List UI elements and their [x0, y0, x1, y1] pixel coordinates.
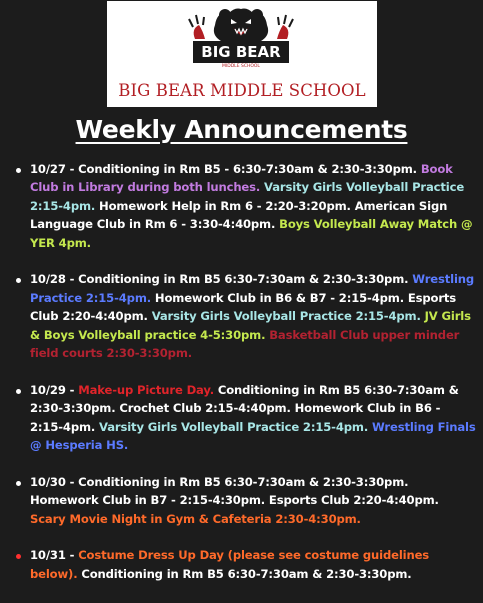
- announcement-text-segment: Book Club in Library during both lunches.: [30, 162, 453, 195]
- announcement-text-segment: Costume Dress Up Day (please see costume guidelines below).: [30, 548, 430, 581]
- announcement-text-segment: Homework Club in B6 & B7 - 2:15-4pm. Esports Club 2:20-4:40pm.: [30, 290, 457, 324]
- announcement-text-segment: Scary Movie Night in Gym & Cafeteria 2:30-4:30pm.: [30, 511, 361, 526]
- announcement-text-segment: Varsity Girls Volleyball Practice 2:15-4pm.: [30, 180, 465, 213]
- announcement-text-segment: 10/31 -: [30, 548, 79, 563]
- page-title: Weekly Announcements: [75, 115, 408, 144]
- bullet-icon: [16, 278, 21, 283]
- logo-subtext: MIDDLE SCHOOL: [222, 64, 260, 69]
- bullet-icon: [16, 168, 21, 173]
- logo-wordmark: BIG BEAR: [201, 43, 281, 61]
- announcement-text-segment: Make-up Picture Day.: [78, 382, 218, 397]
- announcement-item-10-31: [14, 546, 476, 583]
- announcement-item-10-28: [14, 270, 476, 362]
- announcement-text-segment: Varsity Girls Volleyball Practice 2:15-4pm.: [99, 419, 372, 434]
- announcement-item-10-29: [14, 381, 476, 455]
- bullet-icon: [16, 481, 21, 486]
- announcement-text-segment: Basketball Club upper minder field courts 2:30-3:30pm.: [30, 327, 460, 361]
- announcement-text-segment: Wrestling Practice 2:15-4pm.: [30, 272, 475, 305]
- school-name: BIG BEAR MIDDLE SCHOOL: [118, 81, 366, 100]
- announcement-text-segment: Varsity Girls Volleyball Practice 2:15-4pm.: [151, 309, 425, 324]
- announcement-text-segment: 10/28 - Conditioning in Rm B5 6:30-7:30am & 2:30-3:30pm.: [30, 272, 413, 287]
- announcement-text-segment: 10/29 -: [30, 382, 79, 397]
- announcement-text-segment: Conditioning in Rm B5 6:30-7:30am & 2:30-3:30pm.: [81, 566, 412, 581]
- announcement-item-10-27: [14, 160, 476, 252]
- bear-mascot-logo: [185, 5, 297, 69]
- announcement-text-segment: Boys Volleyball Away Match @ YER 4pm.: [30, 217, 473, 250]
- announcement-text-segment: Conditioning in Rm B5 6:30-7:30am & 2:30-3:30pm. Crochet Club 2:15-4:40pm. Homework Club in B6 - 2:15-4pm.: [30, 382, 459, 434]
- announcement-item-10-30: [14, 473, 476, 528]
- school-logo-banner: [107, 1, 377, 107]
- bullet-icon: [16, 554, 21, 559]
- announcement-list: [14, 160, 476, 602]
- announcement-text-segment: 10/27 - Conditioning in Rm B5 - 6:30-7:30am & 2:30-3:30pm.: [30, 162, 421, 176]
- announcement-text-segment: 10/30 - Conditioning in Rm B5 6:30-7:30am & 2:30-3:30pm. Homework Club in B7 - 2:15-4:30pm. Esports Club 2:20-4:40pm.: [30, 474, 439, 508]
- bullet-icon: [16, 389, 21, 394]
- announcement-text-segment: JV Girls & Boys Volleyball practice 4-5:30pm.: [30, 309, 471, 342]
- announcement-text-segment: Homework Help in Rm 6 - 2:20-3:20pm. American Sign Language Club in Rm 6 - 3:30-4:40pm.: [30, 198, 448, 232]
- announcement-text-segment: Wrestling Finals @ Hesperia HS.: [30, 419, 476, 453]
